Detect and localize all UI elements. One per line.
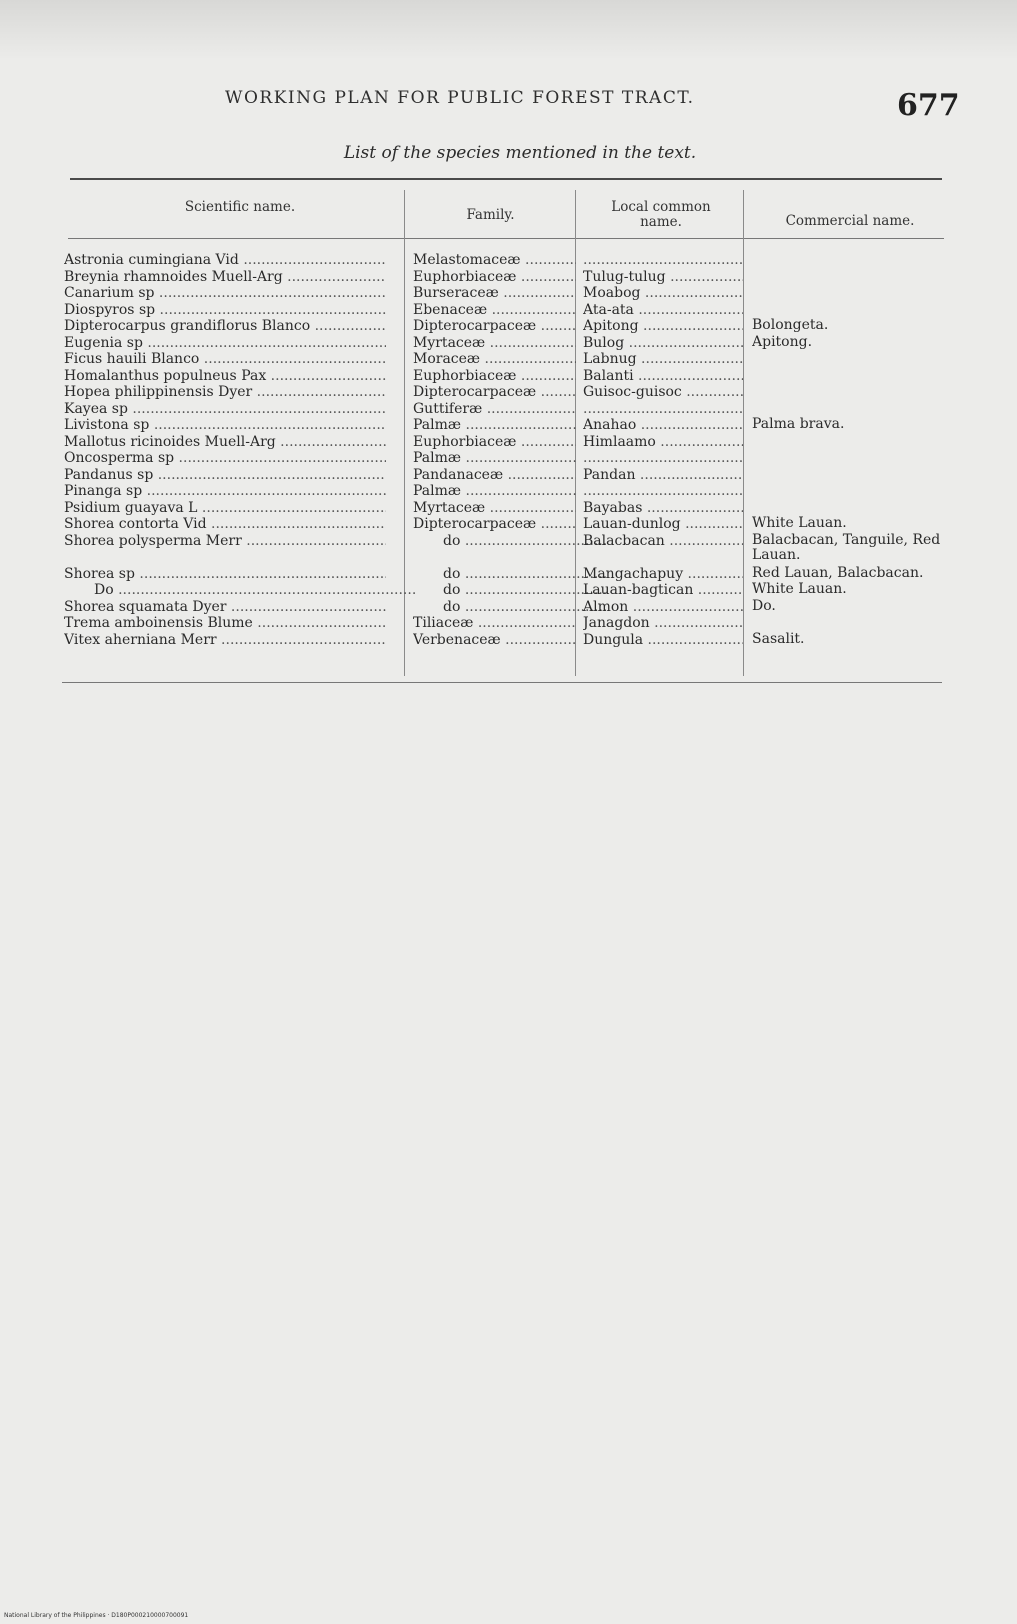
table-row bbox=[64, 434, 944, 451]
family-cell: Euphorbiaceæ ..... bbox=[413, 269, 576, 285]
commercial-name-cell: Bolongeta. bbox=[752, 318, 829, 333]
family-cell: Dipterocarpaceæ ..... bbox=[413, 318, 576, 334]
local-name-cell bbox=[583, 483, 743, 499]
commercial-name-cell: Red Lauan, Balacbacan. bbox=[752, 565, 924, 581]
family-cell: Dipterocarpaceæ ..... bbox=[413, 516, 576, 532]
commercial-name-cell: White Lauan. bbox=[752, 582, 847, 597]
table-row bbox=[64, 500, 944, 517]
family-cell: Guttiferæ ..... bbox=[413, 401, 576, 417]
table-row bbox=[64, 533, 944, 566]
species-table-body bbox=[64, 252, 944, 648]
table-row bbox=[64, 516, 944, 533]
scientific-name-cell: Pandanus sp ..... bbox=[64, 467, 386, 483]
local-name-cell: Janagdon ..... bbox=[583, 615, 743, 631]
scan-footer: National Library of the Philippines · D180P000210000700091 bbox=[4, 1612, 189, 1619]
scientific-name-cell: Psidium guayava L ..... bbox=[64, 500, 386, 516]
table-row bbox=[64, 467, 944, 484]
scientific-name-cell: Mallotus ricinoides Muell-Arg ..... bbox=[64, 434, 386, 450]
family-cell: Euphorbiaceæ ..... bbox=[413, 434, 576, 450]
scientific-name-cell: Vitex aherniana Merr ..... bbox=[64, 632, 386, 648]
family-cell: Verbenaceæ ..... bbox=[413, 632, 576, 648]
scientific-name-cell: Diospyros sp ..... bbox=[64, 302, 386, 318]
page-number: 677 bbox=[897, 88, 960, 123]
scientific-name-cell: Shorea sp ..... bbox=[64, 566, 386, 582]
scientific-name-cell: Homalanthus populneus Pax ..... bbox=[64, 368, 386, 384]
table-row bbox=[64, 269, 944, 286]
family-cell: Palmæ ..... bbox=[413, 450, 576, 466]
table-row bbox=[64, 384, 944, 401]
table-row bbox=[64, 368, 944, 385]
scientific-name-cell: Shorea polysperma Merr ..... bbox=[64, 533, 386, 549]
table-row bbox=[64, 632, 944, 649]
local-name-cell bbox=[583, 401, 743, 417]
local-name-cell bbox=[583, 450, 743, 466]
local-name-cell: Lauan-bagtican ..... bbox=[583, 582, 743, 598]
family-cell: Palmæ ..... bbox=[413, 417, 576, 433]
table-row bbox=[64, 252, 944, 269]
local-name-cell: Mangachapuy ..... bbox=[583, 566, 743, 582]
scientific-name-cell: Shorea squamata Dyer ..... bbox=[64, 599, 386, 615]
table-bottom-rule bbox=[62, 682, 942, 683]
family-cell: Myrtaceæ ..... bbox=[413, 335, 576, 351]
table-row bbox=[64, 318, 944, 335]
local-name-cell: Moabog ..... bbox=[583, 285, 743, 301]
commercial-name-cell: Apitong. bbox=[752, 334, 813, 350]
local-name-cell: Balacbacan ..... bbox=[583, 533, 743, 549]
local-name-cell: Lauan-dunlog ..... bbox=[583, 516, 743, 532]
table-row bbox=[64, 417, 944, 434]
local-name-cell: Guisoc-guisoc ..... bbox=[583, 384, 743, 400]
scientific-name-cell: Pinanga sp ..... bbox=[64, 483, 386, 499]
family-cell: Pandanaceæ ..... bbox=[413, 467, 576, 483]
table-caption: List of the species mentioned in the text. bbox=[343, 143, 697, 163]
family-cell: Melastomaceæ ..... bbox=[413, 252, 576, 268]
local-name-cell: Dungula ..... bbox=[583, 632, 743, 648]
local-name-cell: Anahao ..... bbox=[583, 417, 743, 433]
header-bottom-rule bbox=[68, 238, 944, 239]
table-row bbox=[64, 582, 944, 599]
table-row bbox=[64, 615, 944, 632]
table-row bbox=[64, 401, 944, 418]
scientific-name-cell: Dipterocarpus grandiflorus Blanco ..... bbox=[64, 318, 386, 334]
table-row bbox=[64, 335, 944, 352]
table-row bbox=[64, 599, 944, 616]
local-name-cell: Labnug ..... bbox=[583, 351, 743, 367]
commercial-name-cell: Palma brava. bbox=[752, 417, 845, 432]
header-local-common-name: Local common name. bbox=[611, 199, 711, 230]
scientific-name-cell: Astronia cumingiana Vid ..... bbox=[64, 252, 386, 268]
scientific-name-cell: Ficus hauili Blanco ..... bbox=[64, 351, 386, 367]
family-cell: do ..... bbox=[413, 566, 606, 582]
family-cell: Moraceæ ..... bbox=[413, 351, 576, 367]
commercial-name-cell: Sasalit. bbox=[752, 631, 805, 647]
family-cell: Euphorbiaceæ ..... bbox=[413, 368, 576, 384]
table-top-rule bbox=[70, 178, 942, 180]
page-shading bbox=[0, 0, 1017, 60]
scientific-name-cell: Oncosperma sp ..... bbox=[64, 450, 386, 466]
scientific-name-cell: Livistona sp ..... bbox=[64, 417, 386, 433]
local-name-cell: Himlaamo ..... bbox=[583, 434, 743, 450]
family-cell: Ebenaceæ ..... bbox=[413, 302, 576, 318]
scientific-name-cell: Trema amboinensis Blume ..... bbox=[64, 615, 386, 631]
scientific-name-cell: Shorea contorta Vid ..... bbox=[64, 516, 386, 532]
local-name-cell bbox=[583, 252, 743, 268]
scientific-name-cell: Kayea sp ..... bbox=[64, 401, 386, 417]
family-cell: Myrtaceæ ..... bbox=[413, 500, 576, 516]
table-row bbox=[64, 450, 944, 467]
table-row bbox=[64, 483, 944, 500]
scientific-name-cell: Eugenia sp ..... bbox=[64, 335, 386, 351]
local-name-cell: Balanti ..... bbox=[583, 368, 743, 384]
family-cell: do ..... bbox=[413, 533, 606, 549]
family-cell: Burseraceæ ..... bbox=[413, 285, 576, 301]
family-cell: Palmæ ..... bbox=[413, 483, 576, 499]
family-cell: do ..... bbox=[413, 599, 606, 615]
family-cell: do ..... bbox=[413, 582, 606, 598]
local-name-cell: Almon ..... bbox=[583, 599, 743, 615]
scientific-name-cell: Breynia rhamnoides Muell-Arg ..... bbox=[64, 269, 386, 285]
family-cell: Tiliaceæ ..... bbox=[413, 615, 576, 631]
table-row bbox=[64, 285, 944, 302]
scientific-name-cell: Canarium sp ..... bbox=[64, 285, 386, 301]
family-cell: Dipterocarpaceæ ..... bbox=[413, 384, 576, 400]
commercial-name-cell: White Lauan. bbox=[752, 516, 847, 531]
local-name-cell: Bayabas ..... bbox=[583, 500, 743, 516]
header-scientific-name: Scientific name. bbox=[184, 199, 296, 215]
local-name-cell: Pandan ..... bbox=[583, 467, 743, 483]
running-head: WORKING PLAN FOR PUBLIC FOREST TRACT. bbox=[225, 88, 695, 108]
local-name-cell: Ata-ata ..... bbox=[583, 302, 743, 318]
header-commercial-name: Commercial name. bbox=[785, 213, 915, 229]
header-family: Family. bbox=[466, 207, 515, 223]
scientific-name-cell: Do ..... bbox=[64, 582, 416, 598]
table-row bbox=[64, 302, 944, 319]
commercial-name-cell: Balacbacan, Tanguile, Red Lauan. bbox=[752, 532, 941, 563]
local-name-cell: Tulug-tulug ..... bbox=[583, 269, 743, 285]
commercial-name-cell: Do. bbox=[752, 598, 776, 614]
local-name-cell: Apitong ..... bbox=[583, 318, 743, 334]
local-name-cell: Bulog ..... bbox=[583, 335, 743, 351]
table-row bbox=[64, 566, 944, 583]
table-row bbox=[64, 351, 944, 368]
scientific-name-cell: Hopea philippinensis Dyer ..... bbox=[64, 384, 386, 400]
